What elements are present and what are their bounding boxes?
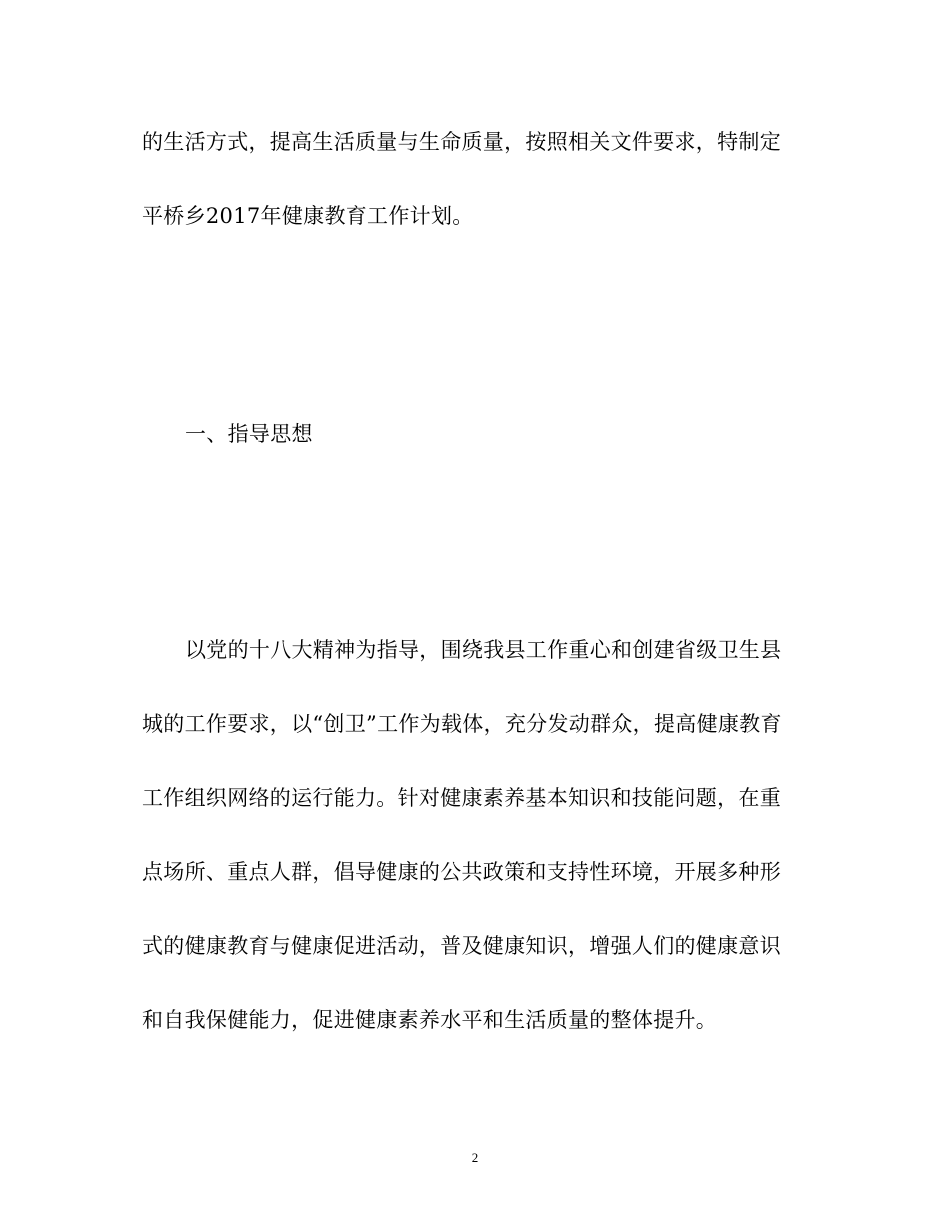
body-line-5: 式的健康教育与健康促进活动，普及健康知识，增强人们的健康意识 [142,934,781,958]
intro-line-1: 的生活方式，提高生活质量与生命质量，按照相关文件要求，特制定 [142,130,781,154]
body-line-3: 工作组织网络的运行能力。针对健康素养基本知识和技能问题，在重 [142,786,781,810]
body-line-2: 城的工作要求，以“创卫”工作为载体，充分发动群众，提高健康教育 [142,712,782,736]
intro-line-2: 平桥乡2017年健康教育工作计划。 [142,204,474,228]
body-line-4: 点场所、重点人群，倡导健康的公共政策和支持性环境，开展多种形 [142,860,781,884]
page-number: 2 [471,1150,479,1165]
section-heading: 一、指导思想 [185,422,313,446]
body-line-6: 和自我保健能力，促进健康素养水平和生活质量的整体提升。 [142,1008,718,1032]
body-line-1: 以党的十八大精神为指导，围绕我县工作重心和创建省级卫生县 [185,638,782,662]
